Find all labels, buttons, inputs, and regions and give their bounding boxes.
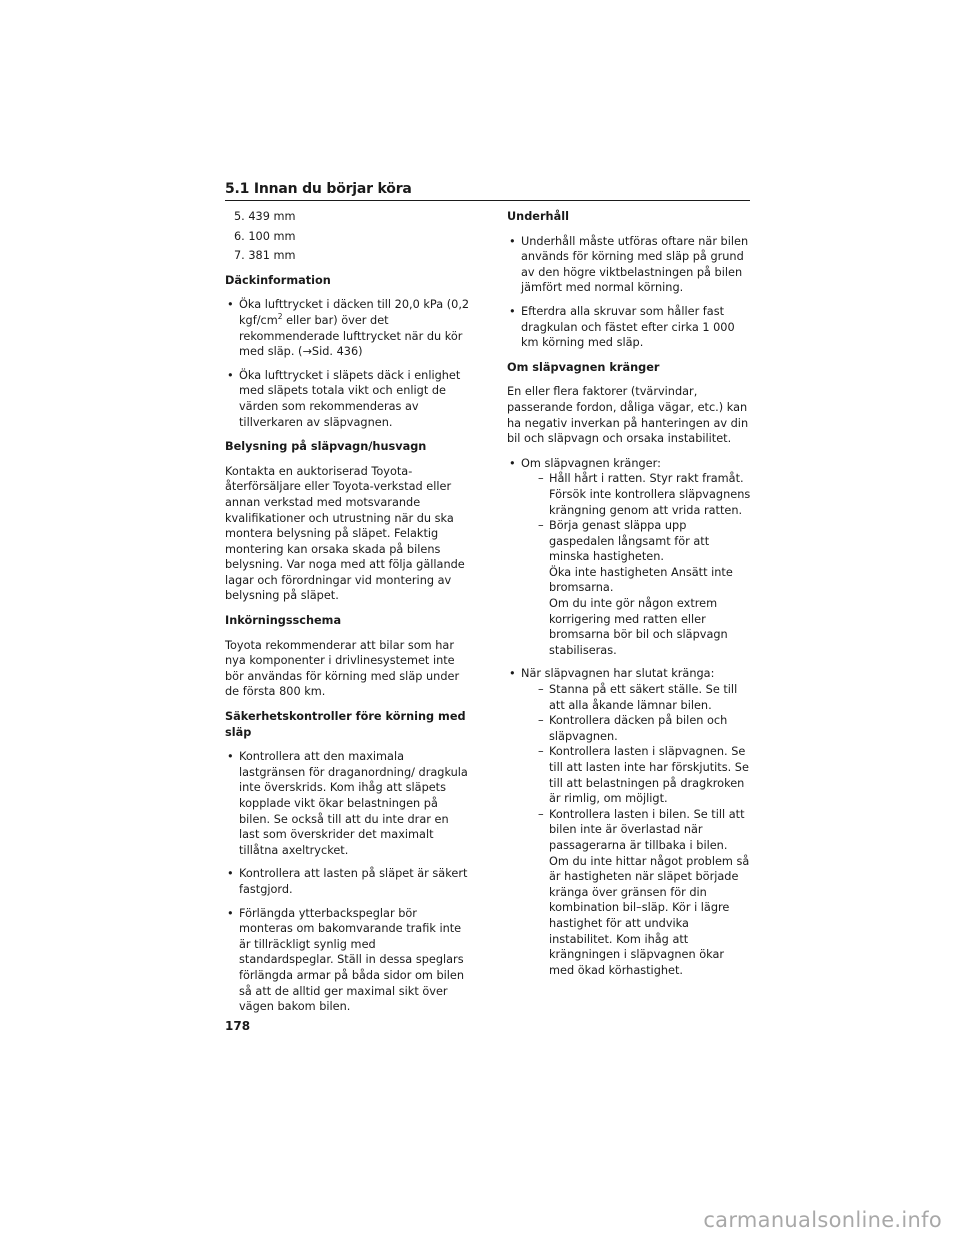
- heading-sakerhetskontroller: Säkerhetskontroller före körning med släp: [225, 710, 466, 739]
- paragraph-inkorning: Toyota rekommenderar att bilar som har nya komponenter i drivlinesystemet inte bör användas för körning med släp under de första 800 km.: [225, 638, 460, 699]
- heading-kranger: Om släpvagnen kränger: [507, 360, 660, 374]
- dash-list: [521, 682, 752, 978]
- list-item: • Öka lufttrycket i släpets däck i enlighet med släpets totala vikt och enligt de värden som rekommenderas av tillverkaren av släpvagnen.: [225, 368, 470, 430]
- dash-item: – Håll hårt i ratten. Styr rakt framåt. Försök inte kontrollera släpvagnens krängning genom att vrida ratten.: [538, 471, 752, 518]
- right-column: [507, 209, 752, 987]
- watermark: carmanualsonline.info: [703, 1208, 942, 1232]
- section-title: 5.1 Innan du börjar köra: [225, 181, 412, 197]
- list-item: • Efterdra alla skruvar som håller fast dragkulan och fästet efter cirka 1 000 km körning med släp.: [507, 304, 752, 351]
- dash-item: – Kontrollera däcken på bilen och släpvagnen.: [538, 713, 752, 744]
- page-reference-link[interactable]: Sid. 436): [311, 345, 363, 359]
- heading-dackinformation: Däckinformation: [225, 273, 331, 287]
- maintenance-list: [507, 234, 752, 351]
- dash-item: – Stanna på ett säkert ställe. Se till att alla åkande lämnar bilen.: [538, 682, 752, 713]
- heading-underhall: Underhåll: [507, 210, 569, 223]
- safety-check-list: [225, 749, 470, 1015]
- heading-belysning: Belysning på släpvagn/husvagn: [225, 440, 427, 454]
- page-number: 178: [225, 1019, 251, 1033]
- arrow-right-icon: →: [302, 345, 312, 359]
- list-item: [507, 456, 752, 659]
- list-item-label: Om släpvagnen kränger:: [521, 456, 661, 470]
- list-item: • Underhåll måste utföras oftare när bilen används för körning med släp på grund av den högre viktbelastningen på bilen jämfört med normal körning.: [507, 234, 752, 296]
- numbered-item: 5. 439 mm: [234, 210, 296, 223]
- dash-item: – Kontrollera lasten i släpvagnen. Se till att lasten inte har förskjutits. Se till att belastningen på dragkroken är rimlig, om möjligt.: [538, 744, 752, 806]
- tire-info-list: [225, 297, 470, 430]
- paragraph-belysning: Kontakta en auktoriserad Toyota-återförsäljare eller Toyota-verkstad eller annan verkstad med motsvarande kvalifikationer och utrustning när du ska montera belysning på släpet. Felaktig montering kan orsaka skada på bilens belysning. Var noga med att följa gällande lagar och förordningar vid montering av belysning på släpet.: [225, 464, 465, 603]
- list-item: [507, 666, 752, 978]
- list-item: • Öka lufttrycket i däcken till 20,0 kPa (0,2 kgf/$cm^2$ eller bar) över det rekommenderade lufttrycket när du kör med släp. (→Sid. 436): [225, 297, 470, 359]
- list-item-label: När släpvagnen har slutat kränga:: [521, 667, 715, 681]
- numbered-item: 7. 381 mm: [234, 249, 296, 263]
- dash-item: – Kontrollera lasten i bilen. Se till att bilen inte är överlastad när passagerarna är tillbaka i bilen. Om du inte hittar något problem så är hastigheten när släpet började kränga över gränsen för din kombination bil–släp. Kör i lägre hastighet för att undvika instabilitet. Kom ihåg att krängningen i släpvagnen ökar med ökad körhastighet.: [538, 807, 752, 979]
- sway-list: [507, 456, 752, 979]
- heading-inkorning: Inkörningsschema: [225, 614, 342, 628]
- list-item: • Förlängda ytterbackspeglar bör monteras om bakomvarande trafik inte är tillräckligt synlig med standardspeglar. Ställ in dessa speglars förlängda armar på båda sidor om bilen så att de alltid ger maximal sikt över vägen bakom bilen.: [225, 906, 470, 1015]
- list-item: • Kontrollera att den maximala lastgränsen för draganordning/ dragkula inte överskrids. Kom ihåg att släpets kopplade vikt ökar belastningen på bilen. Se också till att du inte drar en last som överskrider det maximalt tillåtna axeltrycket.: [225, 749, 470, 858]
- section-header: [225, 178, 750, 201]
- dash-list: [521, 471, 752, 658]
- left-column: [225, 209, 470, 1024]
- numbered-item: 6. 100 mm: [234, 229, 296, 243]
- dash-item: – Börja genast släppa upp gaspedalen långsamt för att minska hastigheten. Öka inte hastigheten Ansätt inte bromsarna. Om du inte gör någon extrem korrigering med ratten eller bromsarna bör bil och släpvagn stabiliseras.: [538, 518, 752, 658]
- paragraph-kranger: En eller flera faktorer (tvärvindar, passerande fordon, dåliga vägar, etc.) kan ha negativ inverkan på hanteringen av din bil och släpvagn och orsaka instabilitet.: [507, 385, 749, 446]
- list-item: • Kontrollera att lasten på släpet är säkert fastgjord.: [225, 866, 470, 897]
